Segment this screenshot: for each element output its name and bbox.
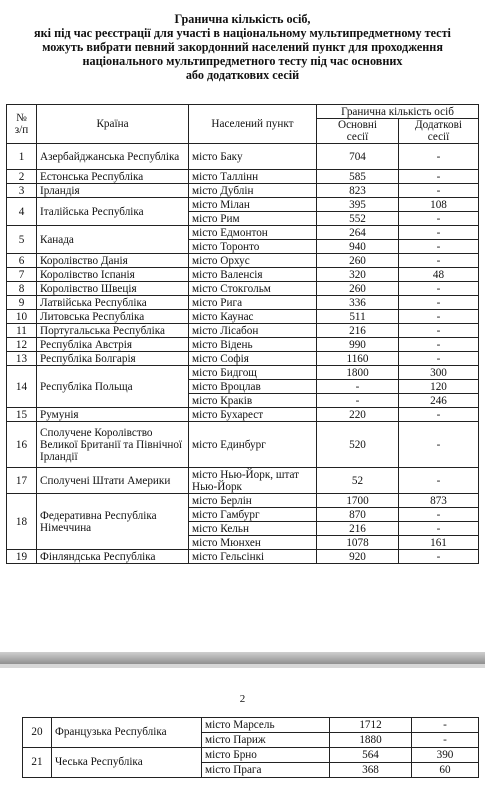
table-row [23, 718, 479, 733]
main-sessions-cell: 920 [317, 550, 399, 564]
header-extra-sessions: Додаткові сесії [399, 119, 479, 144]
header-country: Країна [37, 105, 189, 144]
row-number: 19 [7, 550, 37, 564]
city-cell: місто Мюнхен [189, 536, 317, 550]
header-limit: Гранична кількість осіб [317, 105, 479, 119]
city-cell: місто Прага [202, 763, 330, 778]
main-sessions-cell: 704 [317, 144, 399, 170]
extra-sessions-cell: 873 [399, 494, 479, 508]
table-row [7, 422, 479, 468]
extra-sessions-cell: 60 [412, 763, 479, 778]
table-row [7, 310, 479, 324]
header-city: Населений пункт [189, 105, 317, 144]
main-sessions-cell: 520 [317, 422, 399, 468]
city-cell: місто Рига [189, 296, 317, 310]
row-number: 17 [7, 468, 37, 494]
country-cell: Королівство Швеція [37, 282, 189, 296]
city-cell: місто Берлін [189, 494, 317, 508]
extra-sessions-cell: 300 [399, 366, 479, 380]
country-cell: Чеська Республіка [52, 748, 202, 778]
main-sessions-cell: 940 [317, 240, 399, 254]
extra-sessions-cell: - [399, 296, 479, 310]
row-number: 15 [7, 408, 37, 422]
table-row [7, 226, 479, 240]
main-sessions-cell: 990 [317, 338, 399, 352]
extra-sessions-cell: - [399, 254, 479, 268]
extra-sessions-cell: 48 [399, 268, 479, 282]
extra-sessions-cell: - [399, 282, 479, 296]
row-number: 21 [23, 748, 52, 778]
main-sessions-cell: 216 [317, 522, 399, 536]
row-number: 9 [7, 296, 37, 310]
main-sessions-cell: 52 [317, 468, 399, 494]
city-cell: місто Мілан [189, 198, 317, 212]
table-row [7, 352, 479, 366]
extra-sessions-cell: - [399, 212, 479, 226]
city-cell: місто Бухарест [189, 408, 317, 422]
city-cell: місто Лісабон [189, 324, 317, 338]
city-cell: місто Едмонтон [189, 226, 317, 240]
extra-sessions-cell: - [399, 310, 479, 324]
main-sessions-cell: 395 [317, 198, 399, 212]
row-number: 2 [7, 170, 37, 184]
row-number: 20 [23, 718, 52, 748]
table-row [7, 170, 479, 184]
table-row [7, 494, 479, 508]
extra-sessions-cell: - [399, 338, 479, 352]
extra-sessions-cell: - [399, 550, 479, 564]
main-sessions-cell: 216 [317, 324, 399, 338]
main-sessions-cell: 511 [317, 310, 399, 324]
row-number: 16 [7, 422, 37, 468]
city-cell: місто Марсель [202, 718, 330, 733]
country-cell: Республіка Болгарія [37, 352, 189, 366]
country-cell: Федеративна Республіка Німеччина [37, 494, 189, 550]
page-number: 2 [239, 693, 246, 705]
extra-sessions-cell: 108 [399, 198, 479, 212]
extra-sessions-cell: - [399, 170, 479, 184]
page-separator [0, 652, 485, 664]
row-number: 5 [7, 226, 37, 254]
row-number: 1 [7, 144, 37, 170]
row-number: 14 [7, 366, 37, 408]
row-number: 10 [7, 310, 37, 324]
extra-sessions-cell: 246 [399, 394, 479, 408]
city-cell: місто Торонто [189, 240, 317, 254]
city-cell: місто Брно [202, 748, 330, 763]
row-number: 3 [7, 184, 37, 198]
main-sessions-cell: 320 [317, 268, 399, 282]
extra-sessions-cell: - [399, 184, 479, 198]
main-sessions-cell: 1078 [317, 536, 399, 550]
city-cell: місто Валенсія [189, 268, 317, 282]
extra-sessions-cell: - [399, 408, 479, 422]
table-row [7, 338, 479, 352]
table-header-row [7, 105, 479, 119]
city-cell: місто Орхус [189, 254, 317, 268]
extra-sessions-cell: - [412, 718, 479, 733]
main-sessions-cell: 1700 [317, 494, 399, 508]
table-row [7, 468, 479, 494]
main-sessions-cell: 564 [330, 748, 412, 763]
country-cell: Італійська Республіка [37, 198, 189, 226]
document-title [0, 12, 485, 82]
table-row [7, 408, 479, 422]
table-row [7, 144, 479, 170]
city-cell: місто Нью-Йорк, штат Нью-Йорк [189, 468, 317, 494]
main-sessions-cell: 1880 [330, 733, 412, 748]
extra-sessions-cell: 161 [399, 536, 479, 550]
city-cell: місто Відень [189, 338, 317, 352]
main-sessions-cell: 260 [317, 282, 399, 296]
table-row [7, 184, 479, 198]
title-line: які під час реєстрації для участі в національному мультипредметному тесті [34, 26, 451, 40]
limits-table-continued [22, 717, 479, 778]
main-sessions-cell: 870 [317, 508, 399, 522]
table-row [23, 748, 479, 763]
country-cell: Королівство Данія [37, 254, 189, 268]
title-line: або додаткових сесій [185, 68, 300, 82]
city-cell: місто Кельн [189, 522, 317, 536]
city-cell: місто Бидгощ [189, 366, 317, 380]
country-cell: Португальська Республіка [37, 324, 189, 338]
main-sessions-cell: 260 [317, 254, 399, 268]
city-cell: місто Софія [189, 352, 317, 366]
table-row [7, 282, 479, 296]
table-row [7, 198, 479, 212]
main-sessions-cell: 336 [317, 296, 399, 310]
main-sessions-cell: 1800 [317, 366, 399, 380]
main-sessions-cell: 368 [330, 763, 412, 778]
row-number: 13 [7, 352, 37, 366]
city-cell: місто Баку [189, 144, 317, 170]
row-number: 7 [7, 268, 37, 282]
limits-table [6, 104, 479, 564]
title-line: можуть вибрати певний закордонний населений пункт для проходження [42, 40, 443, 54]
table-row [7, 268, 479, 282]
country-cell: Румунія [37, 408, 189, 422]
extra-sessions-cell: - [399, 324, 479, 338]
header-main-sessions: Основні сесії [317, 119, 399, 144]
extra-sessions-cell: - [399, 522, 479, 536]
row-number: 6 [7, 254, 37, 268]
city-cell: місто Париж [202, 733, 330, 748]
main-sessions-cell: 552 [317, 212, 399, 226]
country-cell: Республіка Польща [37, 366, 189, 408]
country-cell: Республіка Австрія [37, 338, 189, 352]
header-no: № з/п [7, 105, 37, 144]
country-cell: Французька Республіка [52, 718, 202, 748]
title-line: Гранична кількість осіб, [174, 12, 311, 26]
table-row [7, 254, 479, 268]
table-row [7, 296, 479, 310]
country-cell: Естонська Республіка [37, 170, 189, 184]
extra-sessions-cell: - [399, 508, 479, 522]
city-cell: місто Рим [189, 212, 317, 226]
table-row [7, 324, 479, 338]
extra-sessions-cell: - [399, 144, 479, 170]
country-cell: Азербайджанська Республіка [37, 144, 189, 170]
country-cell: Литовська Республіка [37, 310, 189, 324]
extra-sessions-cell: - [399, 422, 479, 468]
country-cell: Фінляндська Республіка [37, 550, 189, 564]
main-sessions-cell: 220 [317, 408, 399, 422]
country-cell: Латвійська Республіка [37, 296, 189, 310]
extra-sessions-cell: - [399, 240, 479, 254]
city-cell: місто Каунас [189, 310, 317, 324]
extra-sessions-cell: 390 [412, 748, 479, 763]
city-cell: місто Стокгольм [189, 282, 317, 296]
main-sessions-cell: 264 [317, 226, 399, 240]
main-sessions-cell: - [317, 380, 399, 394]
country-cell: Сполучене Королівство Великої Британії та Північної Ірландії [37, 422, 189, 468]
country-cell: Сполучені Штати Америки [37, 468, 189, 494]
main-sessions-cell: 1712 [330, 718, 412, 733]
row-number: 12 [7, 338, 37, 352]
extra-sessions-cell: - [412, 733, 479, 748]
city-cell: місто Краків [189, 394, 317, 408]
main-sessions-cell: 823 [317, 184, 399, 198]
row-number: 8 [7, 282, 37, 296]
country-cell: Канада [37, 226, 189, 254]
city-cell: місто Гельсінкі [189, 550, 317, 564]
city-cell: місто Дублін [189, 184, 317, 198]
extra-sessions-cell: - [399, 352, 479, 366]
city-cell: місто Гамбург [189, 508, 317, 522]
main-sessions-cell: - [317, 394, 399, 408]
row-number: 4 [7, 198, 37, 226]
document-page-2 [0, 668, 485, 801]
city-cell: місто Таллінн [189, 170, 317, 184]
table-row [7, 366, 479, 380]
country-cell: Ірландія [37, 184, 189, 198]
extra-sessions-cell: - [399, 468, 479, 494]
city-cell: місто Вроцлав [189, 380, 317, 394]
table-row [7, 550, 479, 564]
title-line: національного мультипредметного тесту під час основних [82, 54, 403, 68]
extra-sessions-cell: - [399, 226, 479, 240]
main-sessions-cell: 1160 [317, 352, 399, 366]
city-cell: місто Единбург [189, 422, 317, 468]
country-cell: Королівство Іспанія [37, 268, 189, 282]
row-number: 18 [7, 494, 37, 550]
extra-sessions-cell: 120 [399, 380, 479, 394]
row-number: 11 [7, 324, 37, 338]
main-sessions-cell: 585 [317, 170, 399, 184]
